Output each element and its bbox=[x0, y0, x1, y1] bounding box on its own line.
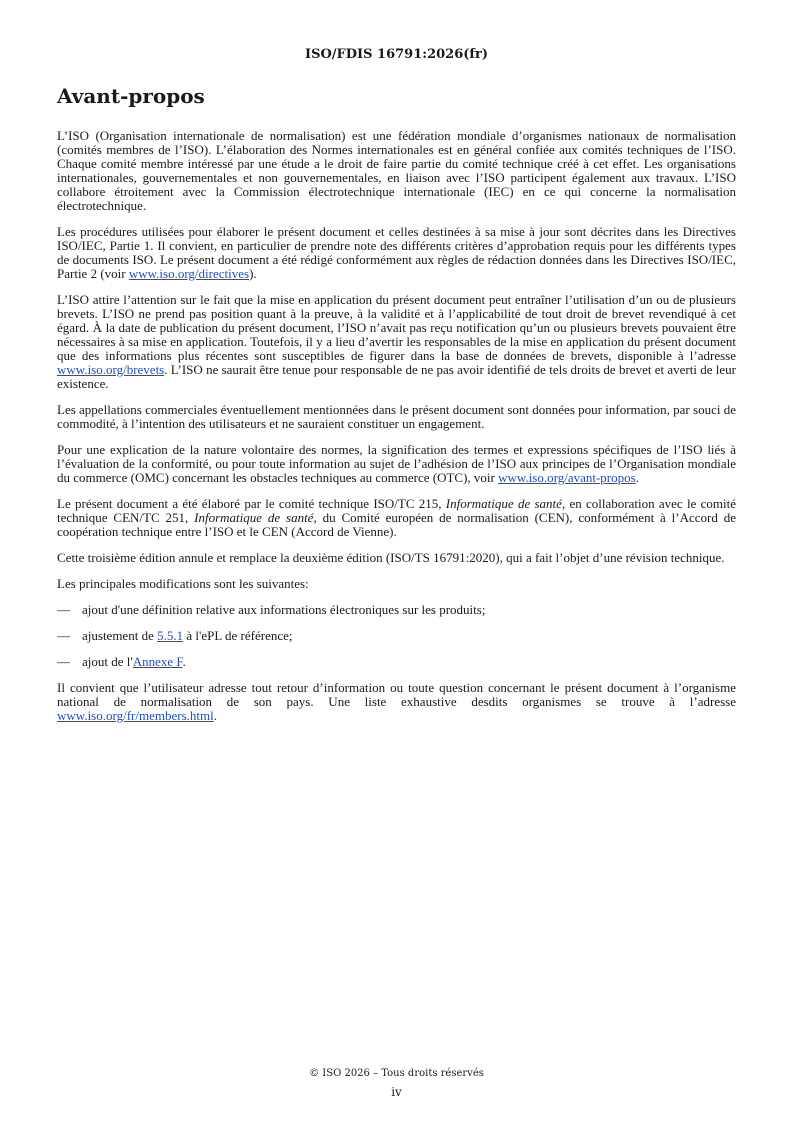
list-item-text: ajout de l'Annexe F. bbox=[82, 654, 186, 669]
paragraph-trade-names: Les appellations commerciales éventuellement mentionnées dans le présent document sont données pour information, par souci de commodité, à l’intention des utilisateurs et ne sauraient constituer un engagement. bbox=[57, 402, 736, 431]
list-item-text: ajout d'une définition relative aux informations électroniques sur les produits; bbox=[82, 602, 486, 617]
list-item bbox=[57, 655, 736, 669]
paragraph-voluntary-nature: Pour une explication de la nature volontaire des normes, la signification des termes et expressions spécifiques de l’ISO liés à l’évaluation de la conformité, ou pour toute information au sujet de l’adhésion de l’ISO aux principes de l’Organisation mondiale du commerce (OMC) concernant les obstacles techniques au commerce (OTC), voir www.iso.org/avant-propos. bbox=[57, 442, 736, 485]
page-number: iv bbox=[391, 1085, 402, 1099]
copyright-notice: © ISO 2026 – Tous droits réservés bbox=[309, 1068, 484, 1079]
document-body bbox=[57, 129, 736, 735]
paragraph-changes-intro: Les principales modifications sont les suivantes: bbox=[57, 576, 309, 591]
document-reference: ISO/FDIS 16791:2026(fr) bbox=[305, 47, 488, 62]
clause-5-5-1-link[interactable]: 5.5.1 bbox=[157, 628, 184, 643]
list-dash: — bbox=[57, 628, 70, 643]
paragraph-patents: L’ISO attire l’attention sur le fait que la mise en application du présent document peut entraîner l’utilisation d’un ou de plusieurs brevets. L’ISO ne prend pas position quant à la preuve, à la validité et à l’applicabilité de tout droit de brevet revendiqué à cet égard. À la date de publication du présent document, l’ISO n’avait pas reçu notification qu’un ou plusieurs brevets pouvaient être nécessaires à sa mise en application. Toutefois, il y a lieu d’avertir les responsables de la mise en application du présent document que des informations plus récentes sont susceptibles de figurer dans la base de données de brevets, disponible à l’adresse www.iso.org/brevets. L’ISO ne saurait être tenue pour responsable de ne pas avoir identifié de tels droits de brevet et averti de leur existence. bbox=[57, 292, 736, 391]
paragraph-procedures: Les procédures utilisées pour élaborer le présent document et celles destinées à sa mise à jour sont décrites dans les Directives ISO/IEC, Partie 1. Il convient, en particulier de prendre note des différents critères d’approbation requis pour les différents types de documents ISO. Le présent document a été rédigé conformément aux règles de rédaction données dans les Directives ISO/IEC, Partie 2 (voir www.iso.org/directives). bbox=[57, 224, 736, 281]
patents-link[interactable]: www.iso.org/brevets bbox=[57, 362, 165, 377]
paragraph-iso-intro: L’ISO (Organisation internationale de normalisation) est une fédération mondiale d’organismes nationaux de normalisation (comités membres de l’ISO). L’élaboration des Normes internationales est en général confiée aux comités techniques de l’ISO. Chaque comité membre intéressé par une étude a le droit de faire partie du comité technique créé à cet effet. Les organisations internationales, gouvernementales et non gouvernementales, en liaison avec l’ISO participent également aux travaux. L’ISO collabore étroitement avec la Commission électrotechnique internationale (IEC) en ce qui concerne la normalisation électrotechnique. bbox=[57, 128, 736, 213]
list-item bbox=[57, 603, 736, 617]
annex-f-link[interactable]: Annexe F bbox=[132, 654, 183, 669]
page-footer bbox=[0, 1065, 793, 1101]
page-title: Avant-propos bbox=[57, 84, 205, 108]
list-item bbox=[57, 629, 736, 643]
foreword-link[interactable]: www.iso.org/avant-propos bbox=[498, 470, 636, 485]
paragraph-edition: Cette troisième édition annule et remplace la deuxième édition (ISO/TS 16791:2020), qui a fait l’objet d’une révision technique. bbox=[57, 550, 725, 565]
list-dash: — bbox=[57, 654, 70, 669]
members-link[interactable]: www.iso.org/fr/members.html bbox=[57, 708, 214, 723]
list-item-text: ajustement de 5.5.1 à l'ePL de référence; bbox=[82, 628, 293, 643]
paragraph-committee: Le présent document a été élaboré par le comité technique ISO/TC 215, Informatique de santé, en collaboration avec le comité technique CEN/TC 251, Informatique de santé, du Comité européen de normalisation (CEN), conformément à l’Accord de coopération technique entre l’ISO et le CEN (Accord de Vienne). bbox=[57, 496, 737, 539]
paragraph-feedback: Il convient que l’utilisateur adresse tout retour d’information ou toute question concernant le présent document à l’organisme national de normalisation de son pays. Une liste exhaustive desdits organismes se trouve à l’adresse www.iso.org/fr/members.html. bbox=[57, 680, 736, 723]
directives-link[interactable]: www.iso.org/directives bbox=[128, 266, 250, 281]
list-dash: — bbox=[57, 602, 70, 617]
